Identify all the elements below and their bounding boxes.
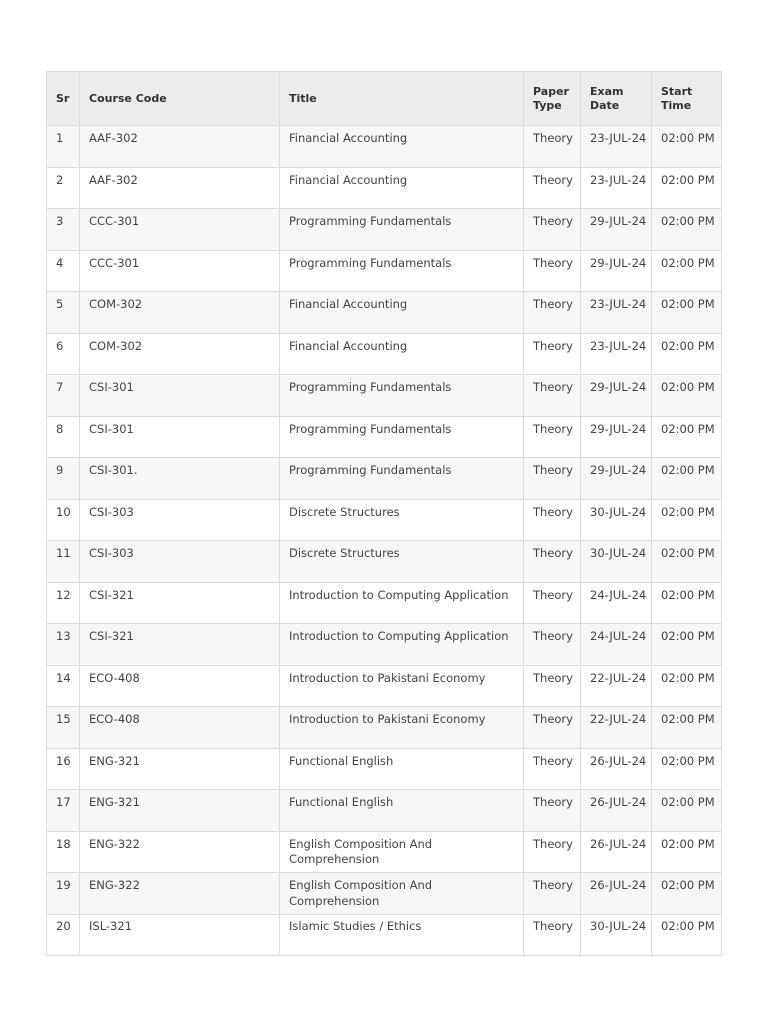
cell-title: Functional English	[280, 748, 524, 790]
cell-sr: 14	[47, 665, 80, 707]
header-title: Title	[280, 72, 524, 126]
cell-course-code: CCC-301	[80, 250, 280, 292]
cell-start-time: 02:00 PM	[652, 707, 722, 749]
cell-title: Introduction to Pakistani Economy	[280, 707, 524, 749]
cell-course-code: CSI-301.	[80, 458, 280, 500]
cell-paper-type: Theory	[524, 126, 581, 168]
cell-start-time: 02:00 PM	[652, 167, 722, 209]
table-row	[47, 831, 722, 873]
cell-sr: 3	[47, 209, 80, 251]
header-exam-date: Exam Date	[581, 72, 652, 126]
cell-course-code: AAF-302	[80, 167, 280, 209]
cell-exam-date: 26-JUL-24	[581, 790, 652, 832]
header-paper-type: Paper Type	[524, 72, 581, 126]
cell-sr: 4	[47, 250, 80, 292]
table-row	[47, 333, 722, 375]
cell-paper-type: Theory	[524, 250, 581, 292]
cell-sr: 13	[47, 624, 80, 666]
cell-title: Financial Accounting	[280, 333, 524, 375]
cell-sr: 17	[47, 790, 80, 832]
cell-sr: 10	[47, 499, 80, 541]
cell-start-time: 02:00 PM	[652, 458, 722, 500]
cell-paper-type: Theory	[524, 375, 581, 417]
cell-start-time: 02:00 PM	[652, 126, 722, 168]
header-sr: Sr	[47, 72, 80, 126]
table-row	[47, 167, 722, 209]
cell-paper-type: Theory	[524, 292, 581, 334]
table-header	[47, 72, 722, 126]
cell-title: Functional English	[280, 790, 524, 832]
cell-paper-type: Theory	[524, 873, 581, 915]
cell-sr: 12	[47, 582, 80, 624]
cell-exam-date: 23-JUL-24	[581, 333, 652, 375]
cell-course-code: ISL-321	[80, 914, 280, 956]
cell-title: Financial Accounting	[280, 167, 524, 209]
cell-title: Introduction to Pakistani Economy	[280, 665, 524, 707]
cell-start-time: 02:00 PM	[652, 375, 722, 417]
cell-paper-type: Theory	[524, 582, 581, 624]
cell-sr: 16	[47, 748, 80, 790]
cell-sr: 15	[47, 707, 80, 749]
cell-exam-date: 29-JUL-24	[581, 250, 652, 292]
exam-schedule-table	[46, 71, 722, 956]
table-row	[47, 375, 722, 417]
cell-title: Programming Fundamentals	[280, 209, 524, 251]
cell-exam-date: 29-JUL-24	[581, 375, 652, 417]
cell-paper-type: Theory	[524, 416, 581, 458]
cell-exam-date: 24-JUL-24	[581, 582, 652, 624]
cell-title: English Composition And Comprehension	[280, 873, 524, 915]
cell-exam-date: 26-JUL-24	[581, 748, 652, 790]
cell-paper-type: Theory	[524, 707, 581, 749]
header-start-time: Start Time	[652, 72, 722, 126]
table-row	[47, 624, 722, 666]
cell-paper-type: Theory	[524, 333, 581, 375]
cell-sr: 2	[47, 167, 80, 209]
cell-exam-date: 26-JUL-24	[581, 831, 652, 873]
cell-paper-type: Theory	[524, 665, 581, 707]
cell-title: English Composition And Comprehension	[280, 831, 524, 873]
cell-start-time: 02:00 PM	[652, 873, 722, 915]
cell-course-code: CSI-321	[80, 582, 280, 624]
cell-paper-type: Theory	[524, 167, 581, 209]
cell-start-time: 02:00 PM	[652, 748, 722, 790]
cell-paper-type: Theory	[524, 790, 581, 832]
cell-course-code: COM-302	[80, 333, 280, 375]
cell-paper-type: Theory	[524, 914, 581, 956]
cell-exam-date: 30-JUL-24	[581, 541, 652, 583]
cell-title: Programming Fundamentals	[280, 250, 524, 292]
table-row	[47, 499, 722, 541]
exam-schedule	[46, 71, 721, 956]
cell-course-code: ENG-322	[80, 831, 280, 873]
cell-course-code: ECO-408	[80, 665, 280, 707]
cell-paper-type: Theory	[524, 541, 581, 583]
cell-start-time: 02:00 PM	[652, 416, 722, 458]
cell-sr: 11	[47, 541, 80, 583]
cell-course-code: COM-302	[80, 292, 280, 334]
cell-title: Financial Accounting	[280, 126, 524, 168]
table-body	[47, 126, 722, 956]
cell-exam-date: 23-JUL-24	[581, 126, 652, 168]
cell-course-code: ENG-322	[80, 873, 280, 915]
cell-course-code: ENG-321	[80, 748, 280, 790]
cell-title: Programming Fundamentals	[280, 375, 524, 417]
table-row	[47, 126, 722, 168]
cell-start-time: 02:00 PM	[652, 790, 722, 832]
table-row	[47, 707, 722, 749]
table-row	[47, 250, 722, 292]
cell-start-time: 02:00 PM	[652, 209, 722, 251]
cell-sr: 6	[47, 333, 80, 375]
table-row	[47, 541, 722, 583]
cell-paper-type: Theory	[524, 458, 581, 500]
cell-course-code: CSI-301	[80, 375, 280, 417]
cell-title: Introduction to Computing Application	[280, 624, 524, 666]
table-row	[47, 665, 722, 707]
cell-course-code: CSI-321	[80, 624, 280, 666]
cell-sr: 9	[47, 458, 80, 500]
cell-exam-date: 22-JUL-24	[581, 665, 652, 707]
cell-title: Programming Fundamentals	[280, 416, 524, 458]
cell-sr: 8	[47, 416, 80, 458]
table-row	[47, 748, 722, 790]
cell-exam-date: 22-JUL-24	[581, 707, 652, 749]
cell-start-time: 02:00 PM	[652, 499, 722, 541]
cell-title: Introduction to Computing Application	[280, 582, 524, 624]
cell-start-time: 02:00 PM	[652, 665, 722, 707]
cell-exam-date: 30-JUL-24	[581, 914, 652, 956]
cell-title: Programming Fundamentals	[280, 458, 524, 500]
cell-course-code: CSI-301	[80, 416, 280, 458]
cell-course-code: CSI-303	[80, 541, 280, 583]
cell-title: Financial Accounting	[280, 292, 524, 334]
cell-exam-date: 23-JUL-24	[581, 167, 652, 209]
header-row	[47, 72, 722, 126]
cell-course-code: AAF-302	[80, 126, 280, 168]
cell-start-time: 02:00 PM	[652, 292, 722, 334]
cell-course-code: CCC-301	[80, 209, 280, 251]
cell-course-code: CSI-303	[80, 499, 280, 541]
cell-exam-date: 30-JUL-24	[581, 499, 652, 541]
cell-course-code: ECO-408	[80, 707, 280, 749]
cell-exam-date: 26-JUL-24	[581, 873, 652, 915]
cell-sr: 20	[47, 914, 80, 956]
cell-sr: 19	[47, 873, 80, 915]
cell-start-time: 02:00 PM	[652, 831, 722, 873]
cell-exam-date: 29-JUL-24	[581, 416, 652, 458]
cell-title: Discrete Structures	[280, 541, 524, 583]
cell-title: Discrete Structures	[280, 499, 524, 541]
table-row	[47, 292, 722, 334]
cell-course-code: ENG-321	[80, 790, 280, 832]
cell-sr: 18	[47, 831, 80, 873]
cell-exam-date: 29-JUL-24	[581, 458, 652, 500]
cell-paper-type: Theory	[524, 624, 581, 666]
cell-sr: 1	[47, 126, 80, 168]
table-row	[47, 209, 722, 251]
cell-start-time: 02:00 PM	[652, 582, 722, 624]
cell-title: Islamic Studies / Ethics	[280, 914, 524, 956]
header-course-code: Course Code	[80, 72, 280, 126]
cell-sr: 7	[47, 375, 80, 417]
cell-start-time: 02:00 PM	[652, 250, 722, 292]
cell-exam-date: 29-JUL-24	[581, 209, 652, 251]
cell-start-time: 02:00 PM	[652, 333, 722, 375]
cell-exam-date: 23-JUL-24	[581, 292, 652, 334]
cell-start-time: 02:00 PM	[652, 914, 722, 956]
cell-paper-type: Theory	[524, 748, 581, 790]
table-row	[47, 582, 722, 624]
cell-paper-type: Theory	[524, 499, 581, 541]
table-row	[47, 416, 722, 458]
table-row	[47, 458, 722, 500]
cell-start-time: 02:00 PM	[652, 624, 722, 666]
table-row	[47, 914, 722, 956]
table-row	[47, 790, 722, 832]
table-row	[47, 873, 722, 915]
cell-paper-type: Theory	[524, 831, 581, 873]
cell-exam-date: 24-JUL-24	[581, 624, 652, 666]
cell-paper-type: Theory	[524, 209, 581, 251]
cell-start-time: 02:00 PM	[652, 541, 722, 583]
cell-sr: 5	[47, 292, 80, 334]
